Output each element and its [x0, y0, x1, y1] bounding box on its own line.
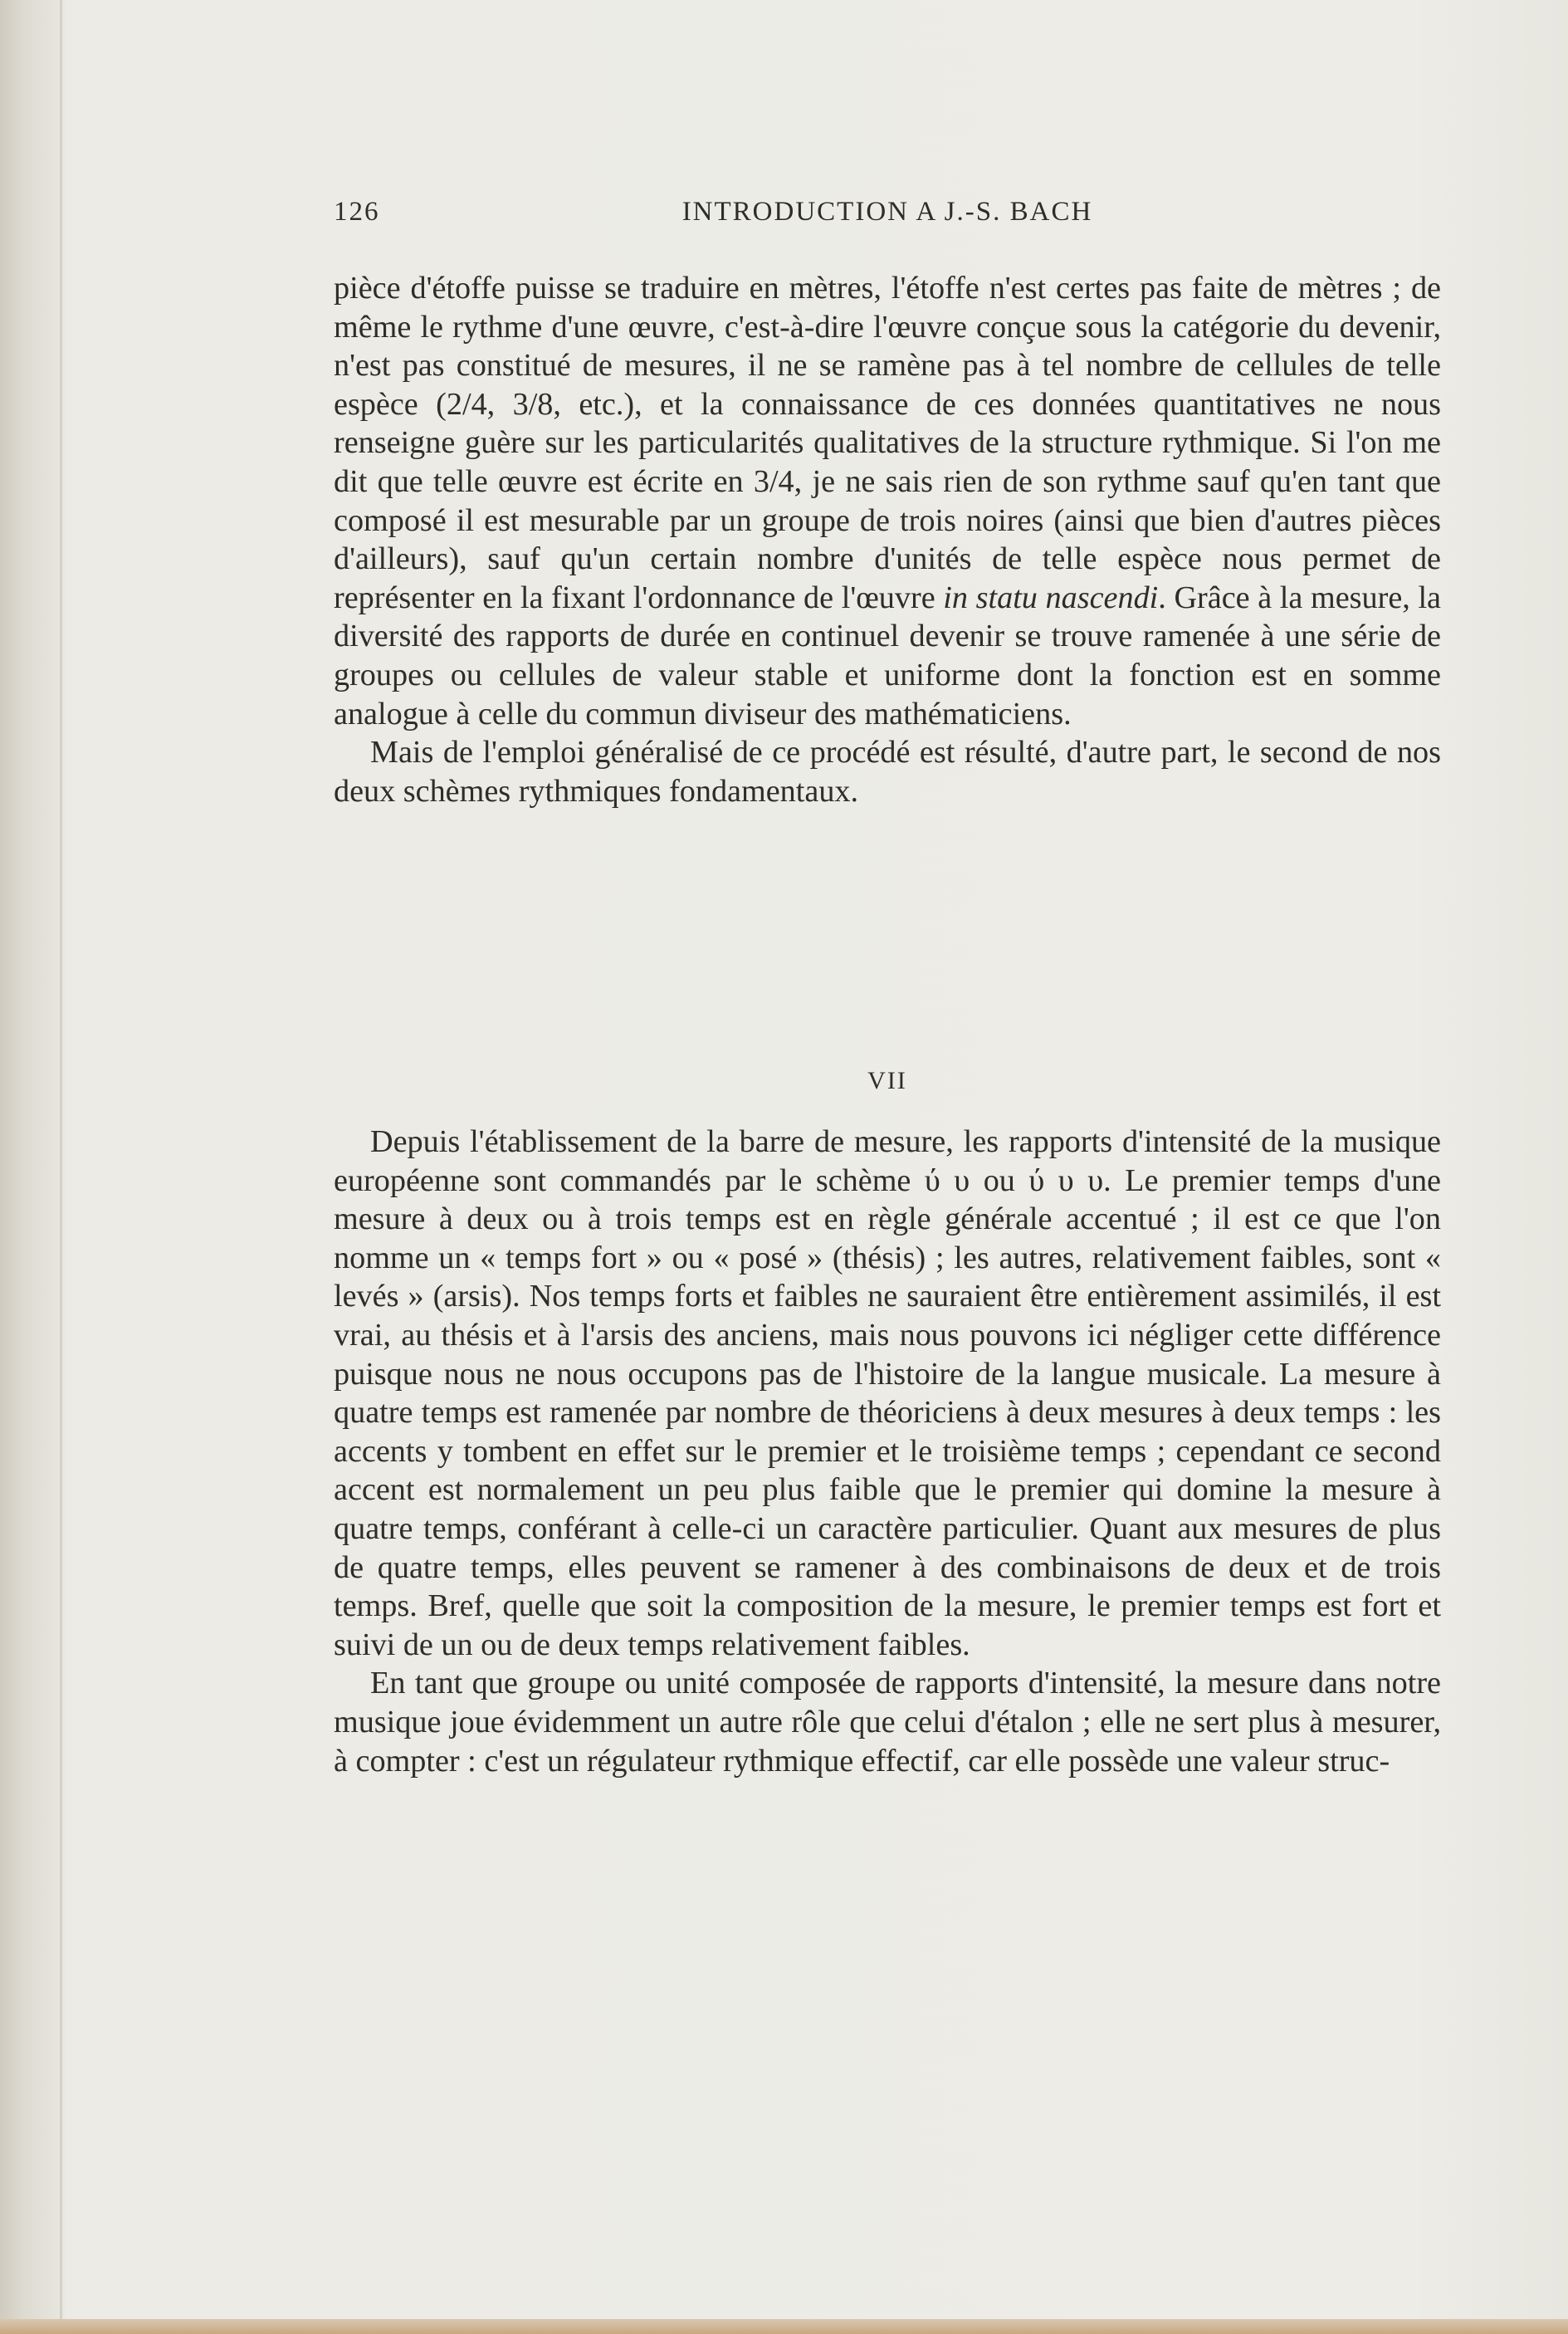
section-number: VII	[867, 1067, 907, 1094]
section-2-text	[334, 1123, 1441, 1780]
paragraph-1	[334, 269, 1441, 733]
running-head	[334, 197, 1441, 238]
paragraph-3: Depuis l'établissement de la barre de mesure, les rapports d'intensité de la musique européenne sont commandés par le schème ύ υ ou ύ υ υ. Le premier temps d'une mesure à deux ou à trois temps est en règle générale accentué ; il est ce que l'on nomme un « temps fort » ou « posé » (thésis) ; les autres, relativement faibles, sont « levés » (arsis). Nos temps forts et faibles ne sauraient être entièrement assimilés, il est vrai, au thésis et à l'arsis des anciens, mais nous pouvons ici négliger cette différence puisque nous ne nous occupons pas de l'histoire de la langue musicale. La mesure à quatre temps est ramenée par nombre de théoriciens à deux mesures à deux temps : les accents y tombent en effet sur le premier et le troisième temps ; cependant ce second accent est normalement un peu plus faible que le premier qui domine la mesure à quatre temps, conférant à celle-ci un caractère particulier. Quant aux mesures de plus de quatre temps, elles peuvent se ramener à des combinaisons de deux et de trois temps. Bref, quelle que soit la composition de la mesure, le premier temps est fort et suivi de un ou de deux temps relativement faibles.	[334, 1124, 1441, 1662]
page-number: 126	[334, 197, 380, 227]
page-binding-shadow	[0, 0, 65, 2334]
paragraph-2: Mais de l'emploi généralisé de ce procédé est résulté, d'autre part, le second de nos deux schèmes rythmiques fondamentaux.	[334, 735, 1441, 809]
paragraph-1-part-1: pièce d'étoffe puisse se traduire en mètres, l'étoffe n'est certes pas faite de mètres ; de même le rythme d'une œuvre, c'est-à-dire l'œuvre conçue sous la catégorie du devenir, n'est pas constitué de mesures, il ne se ramène pas à tel nombre de cellules de telle espèce (2/4, 3/8, etc.), et la connaissance de ces données quantitatives ne nous renseigne guère sur les particularités qualitatives de la structure rythmique. Si l'on me dit que telle œuvre est écrite en 3/4, je ne sais rien de son rythme sauf qu'en tant que composé il est mesurable par un groupe de trois noires (ainsi que bien d'autres pièces d'ailleurs), sauf qu'un certain nombre d'unités de telle espèce nous permet de représenter en la fixant l'ordonnance de l'œuvre	[334, 271, 1441, 615]
page-bottom-edge	[0, 2319, 1568, 2334]
page-gutter-line	[60, 0, 62, 2334]
running-title: INTRODUCTION A J.-S. BACH	[681, 197, 1093, 227]
section-1-text	[334, 269, 1441, 810]
latin-phrase: in statu nascendi	[943, 580, 1159, 615]
paragraph-1-part-2: . Grâce à la mesure, la diversité des rapports de durée en continuel devenir se trouve ramenée à une série de groupes ou cellules de valeur stable et uniforme dont la fonction est en somme analogue à celle du commun diviseur des mathématiciens.	[334, 580, 1442, 732]
paragraph-4: En tant que groupe ou unité composée de rapports d'intensité, la mesure dans notre musique joue évidemment un autre rôle que celui d'étalon ; elle ne sert plus à mesurer, à compter : c'est un régulateur rythmique effectif, car elle possède une valeur struc-	[334, 1666, 1441, 1779]
